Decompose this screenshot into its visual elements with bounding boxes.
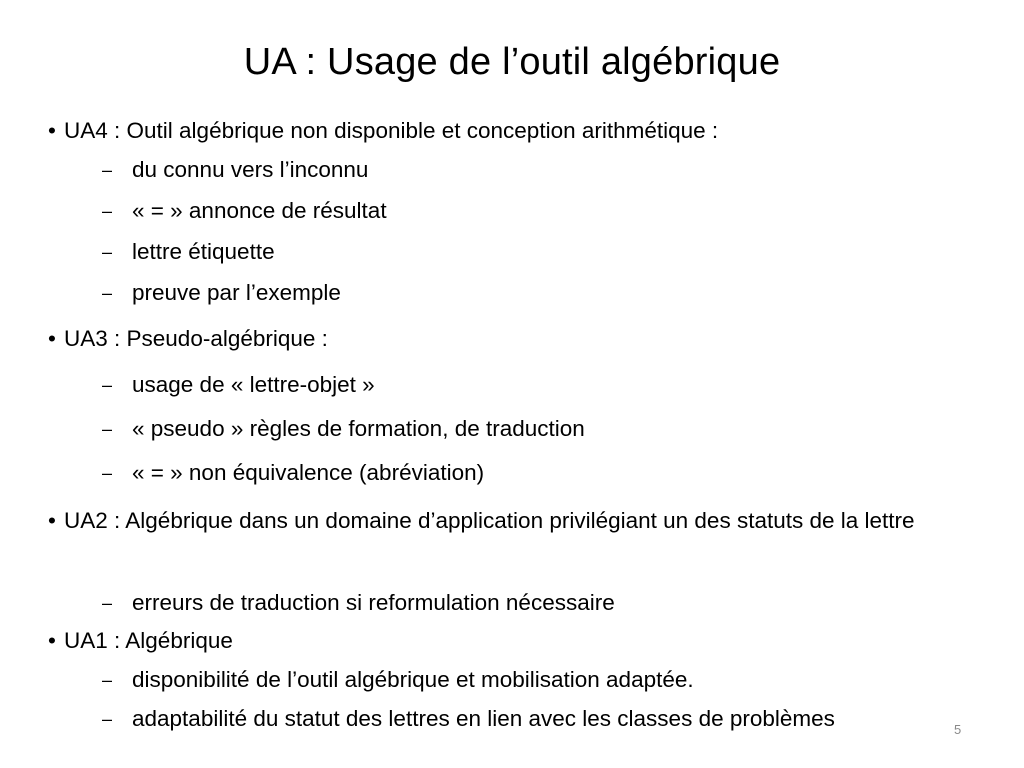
dash-marker: – [102,201,113,221]
sub-item [102,665,694,696]
dash-marker: – [102,670,113,690]
sub-item [102,237,275,268]
dash-marker: – [102,419,113,439]
bullet-marker: • [48,508,56,533]
sub-item-text: usage de « lettre-objet » [132,372,375,397]
slide-title: UA : Usage de l’outil algébrique [243,41,781,83]
sub-item-text: lettre étiquette [132,239,275,264]
bullet-text: UA3 : Pseudo-algébrique : [64,326,328,351]
dash-marker: – [102,375,113,395]
sub-item-text: du connu vers l’inconnu [132,157,369,182]
sub-item-text: erreurs de traduction si reformulation nécessaire [132,590,615,615]
bullet-text: UA4 : Outil algébrique non disponible et conception arithmétique : [64,118,719,143]
sub-item [102,155,368,186]
sub-item-text: « = » non équivalence (abréviation) [132,460,485,485]
sub-item-text: preuve par l’exemple [132,280,341,305]
dash-marker: – [102,160,113,180]
bullet-marker: • [48,326,56,351]
bullet-ua2 [48,504,958,537]
page-number: 5 [954,722,962,737]
sub-item-text: disponibilité de l’outil algébrique et mobilisation adaptée. [132,667,694,692]
dash-marker: – [102,593,113,613]
sub-item [102,458,484,489]
bullet-ua3 [48,322,958,355]
dash-marker: – [102,709,113,729]
sub-item [102,196,387,227]
bullet-text: UA1 : Algébrique [64,628,233,653]
dash-marker: – [102,242,113,262]
dash-marker: – [102,283,113,303]
sub-item-text: « = » annonce de résultat [132,198,387,223]
bullet-ua1 [48,624,958,657]
sub-item [102,414,585,445]
bullet-marker: • [48,118,56,143]
bullet-ua4 [48,114,958,147]
bullet-text: UA2 : Algébrique dans un domaine d’application privilégiant un des statuts de la lettre [64,508,915,533]
sub-item [102,588,615,619]
sub-item [102,704,835,735]
sub-item-text: adaptabilité du statut des lettres en lien avec les classes de problèmes [132,706,835,731]
bullet-marker: • [48,628,56,653]
sub-item [102,278,341,309]
dash-marker: – [102,463,113,483]
sub-item [102,370,375,401]
sub-item-text: « pseudo » règles de formation, de traduction [132,416,585,441]
